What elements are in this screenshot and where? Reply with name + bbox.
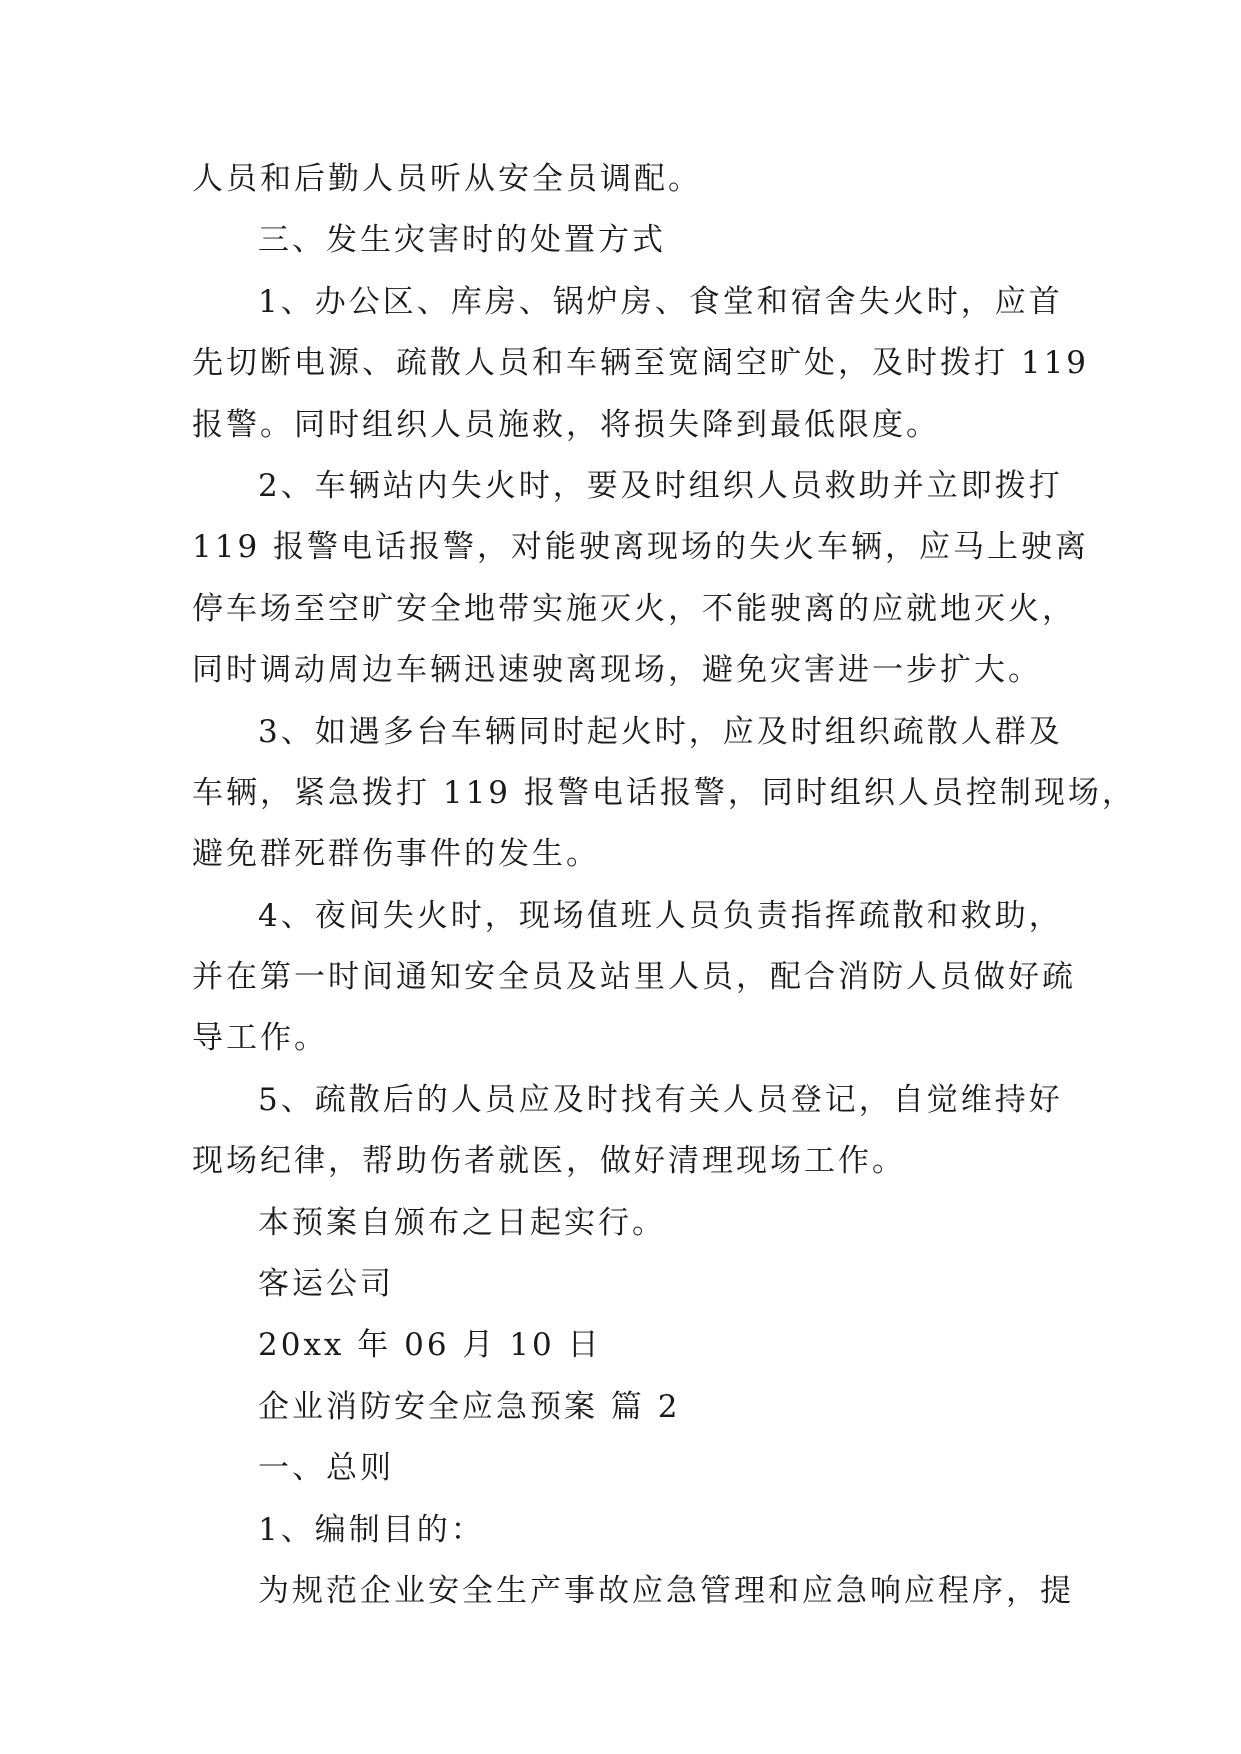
paragraph-line: 119 报警电话报警，对能驶离现场的失火车辆，应马上驶离 [192,529,1090,566]
section-heading: 一、总则 [258,1450,394,1487]
paragraph-line: 现场纪律，帮助伤者就医，做好清理现场工作。 [192,1143,906,1180]
paragraph-line: 1、办公区、库房、锅炉房、食堂和宿舍失火时，应首 [258,283,1063,320]
paragraph-line: 为规范企业安全生产事故应急管理和应急响应程序，提 [258,1572,1074,1609]
subsection-heading: 1、编制目的： [258,1511,485,1548]
paragraph-line: 2、车辆站内失火时，要及时组织人员救助并立即拨打 [258,467,1063,504]
paragraph-line: 并在第一时间通知安全员及站里人员，配合消防人员做好疏 [192,959,1076,996]
section-heading: 三、发生灾害时的处置方式 [258,222,666,259]
paragraph-line: 停车场至空旷安全地带实施灭火，不能驶离的应就地灭火， [192,590,1076,627]
paragraph-line: 避免群死群伤事件的发生。 [192,836,600,873]
paragraph-line: 4、夜间失火时，现场值班人员负责指挥疏散和救助， [258,897,1063,934]
paragraph-line: 先切断电源、疏散人员和车辆至宽阔空旷处，及时拨打 119 [192,345,1090,382]
signature-date: 20xx 年 06 月 10 日 [258,1327,602,1364]
paragraph-line: 3、如遇多台车辆同时起火时，应及时组织疏散人群及 [258,713,1063,750]
document-title: 企业消防安全应急预案 篇 2 [258,1388,681,1425]
paragraph-line: 人员和后勤人员听从安全员调配。 [192,161,702,197]
paragraph-line: 5、疏散后的人员应及时找有关人员登记，自觉维持好 [258,1081,1063,1118]
paragraph-line: 报警。同时组织人员施救，将损失降到最低限度。 [192,406,940,443]
paragraph-line: 导工作。 [192,1020,328,1057]
signature-company: 客运公司 [258,1266,394,1303]
document-body [192,149,1136,1622]
paragraph-line: 车辆，紧急拨打 119 报警电话报警，同时组织人员控制现场， [192,774,1136,811]
paragraph-line: 同时调动周边车辆迅速驶离现场，避免灾害进一步扩大。 [192,652,1042,689]
paragraph-line: 本预案自颁布之日起实行。 [258,1204,666,1241]
